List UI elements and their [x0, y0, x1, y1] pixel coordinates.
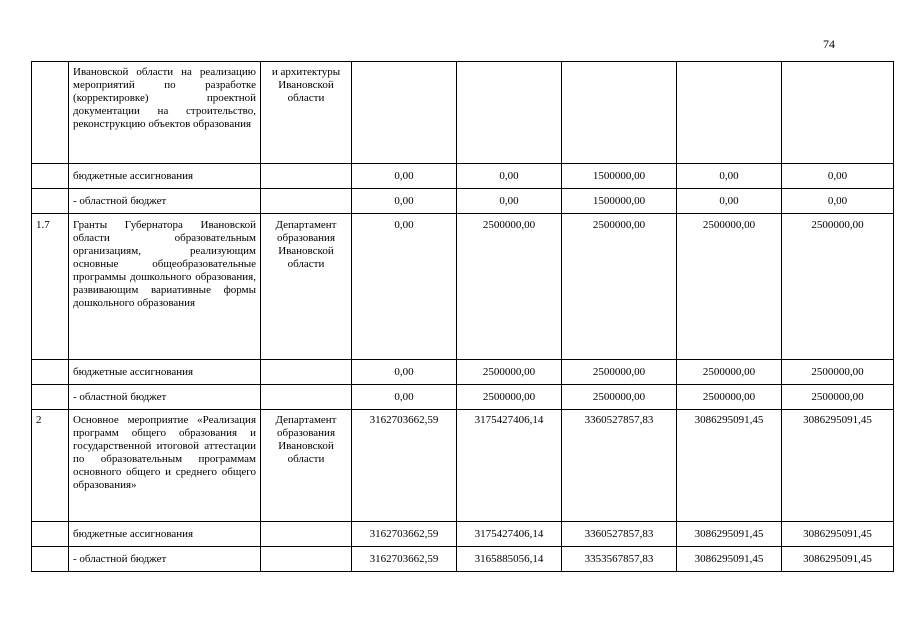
row-value-2: 3175427406,14 — [457, 522, 562, 547]
row-value-2: 0,00 — [457, 164, 562, 189]
row-value-3: 2500000,00 — [562, 214, 677, 360]
row-value-3: 1500000,00 — [562, 189, 677, 214]
row-value-1: 0,00 — [352, 189, 457, 214]
row-responsible — [261, 189, 352, 214]
table-row — [32, 189, 894, 214]
table-row — [32, 214, 894, 360]
row-name: бюджетные ассигнования — [69, 360, 261, 385]
row-value-3: 2500000,00 — [562, 360, 677, 385]
row-value-3 — [562, 62, 677, 164]
row-value-1: 0,00 — [352, 385, 457, 410]
row-name: Основное мероприятие «Реализация программ общего образования и государственной итоговой аттестации по образовательным программам основного общего и среднего общего образования» — [69, 410, 261, 522]
row-value-4: 0,00 — [677, 189, 782, 214]
row-name: - областной бюджет — [69, 385, 261, 410]
row-number — [32, 385, 69, 410]
row-value-2: 2500000,00 — [457, 385, 562, 410]
row-value-4: 2500000,00 — [677, 385, 782, 410]
row-value-3: 3353567857,83 — [562, 547, 677, 572]
row-name: бюджетные ассигнования — [69, 522, 261, 547]
row-name: Ивановской области на реализацию мероприятий по разработке (корректировке) проектной документации на строительство, реконструкцию объектов образования — [69, 62, 261, 164]
row-responsible: Департамент образования Ивановской области — [261, 410, 352, 522]
budget-table — [31, 61, 894, 572]
row-value-4: 2500000,00 — [677, 214, 782, 360]
row-value-5: 3086295091,45 — [782, 522, 894, 547]
row-value-5: 2500000,00 — [782, 214, 894, 360]
row-value-4: 3086295091,45 — [677, 410, 782, 522]
row-name: - областной бюджет — [69, 189, 261, 214]
row-value-4: 3086295091,45 — [677, 547, 782, 572]
row-value-2 — [457, 62, 562, 164]
row-value-5: 0,00 — [782, 189, 894, 214]
row-responsible: и архитектуры Ивановской области — [261, 62, 352, 164]
row-value-4: 2500000,00 — [677, 360, 782, 385]
row-value-1 — [352, 62, 457, 164]
row-value-4 — [677, 62, 782, 164]
row-value-2: 2500000,00 — [457, 214, 562, 360]
row-value-1: 3162703662,59 — [352, 522, 457, 547]
table-row — [32, 360, 894, 385]
row-value-5: 0,00 — [782, 164, 894, 189]
row-value-3: 1500000,00 — [562, 164, 677, 189]
row-responsible — [261, 547, 352, 572]
row-number — [32, 164, 69, 189]
row-number — [32, 189, 69, 214]
row-number — [32, 547, 69, 572]
row-value-2: 2500000,00 — [457, 360, 562, 385]
row-value-2: 0,00 — [457, 189, 562, 214]
row-value-4: 3086295091,45 — [677, 522, 782, 547]
row-value-5: 2500000,00 — [782, 360, 894, 385]
row-value-3: 3360527857,83 — [562, 522, 677, 547]
row-number: 2 — [32, 410, 69, 522]
row-value-4: 0,00 — [677, 164, 782, 189]
row-name: Гранты Губернатора Ивановской области образовательным организациям, реализующим основные общеобразовательные программы дошкольного образования, развивающим вариативные формы дошкольного образования — [69, 214, 261, 360]
row-value-5 — [782, 62, 894, 164]
row-number — [32, 62, 69, 164]
row-value-5: 3086295091,45 — [782, 410, 894, 522]
row-responsible: Департамент образования Ивановской области — [261, 214, 352, 360]
table-row — [32, 410, 894, 522]
row-responsible — [261, 164, 352, 189]
row-value-1: 0,00 — [352, 164, 457, 189]
table-row — [32, 164, 894, 189]
row-value-1: 3162703662,59 — [352, 547, 457, 572]
table-row — [32, 522, 894, 547]
page-number: 74 — [823, 37, 835, 51]
row-number — [32, 360, 69, 385]
table-row — [32, 547, 894, 572]
row-value-5: 2500000,00 — [782, 385, 894, 410]
table-row — [32, 62, 894, 164]
row-value-5: 3086295091,45 — [782, 547, 894, 572]
row-responsible — [261, 522, 352, 547]
row-number — [32, 522, 69, 547]
row-responsible — [261, 385, 352, 410]
row-name: - областной бюджет — [69, 547, 261, 572]
row-value-1: 0,00 — [352, 214, 457, 360]
row-value-3: 2500000,00 — [562, 385, 677, 410]
row-name: бюджетные ассигнования — [69, 164, 261, 189]
row-value-2: 3165885056,14 — [457, 547, 562, 572]
row-value-1: 0,00 — [352, 360, 457, 385]
row-number: 1.7 — [32, 214, 69, 360]
row-responsible — [261, 360, 352, 385]
table-row — [32, 385, 894, 410]
row-value-2: 3175427406,14 — [457, 410, 562, 522]
row-value-1: 3162703662,59 — [352, 410, 457, 522]
row-value-3: 3360527857,83 — [562, 410, 677, 522]
